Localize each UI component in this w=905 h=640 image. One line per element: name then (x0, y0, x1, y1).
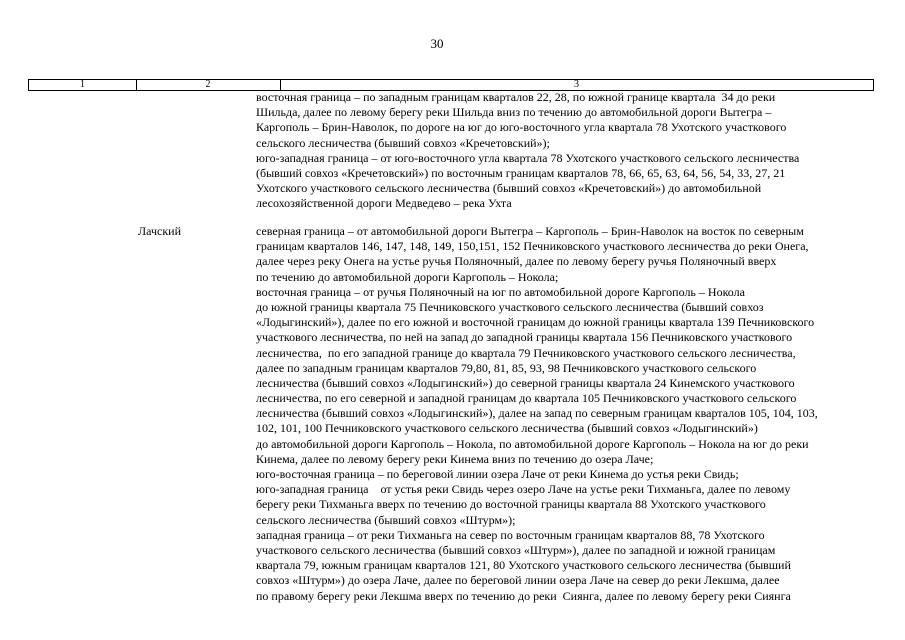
text-line: юго-западная граница – от юго-восточного угла квартала 78 Ухотского участкового сельского лесничества (256, 150, 800, 165)
page-number: 30 (430, 36, 444, 51)
text-line: по течению до автомобильной дороги Каргополь – Нокола; (256, 269, 559, 284)
text-line: Каргополь – Брин-Наволок, по дороге на юг до юго-восточного угла квартала 78 Ухотского участкового (256, 120, 787, 135)
text-line: до южной границы квартала 75 Печниковского участкового сельского лесничества (бывший совхоз (256, 299, 764, 314)
text-line: лесничества, по его западной границе до квартала 79 Печниковского участкового сельского лесничества, (256, 345, 796, 360)
header-cell-1: 1 (29, 80, 137, 90)
text-line: по правому берегу реки Лекшма вверх по течению до реки Сиянга, далее по левому берегу реки Сиянга (256, 588, 791, 603)
text-line: 102, 101, 100 Печниковского участкового сельского лесничества (бывший совхоз «Лодыгинский») (256, 421, 758, 436)
text-line: сельского лесничества (бывший совхоз «Кречетовский»); (256, 135, 550, 150)
text-line: восточная граница – по западным границам кварталов 22, 28, по южной границе квартала 34 до реки (256, 90, 776, 104)
text-line: берегу реки Тихманьга вверх по течению до восточной границы квартала 88 Ухотского участкового (256, 497, 766, 512)
text-line: юго-западная граница от устья реки Свидь через озеро Лаче на устье реки Тихманьга, далее по левому (256, 482, 791, 497)
text-line: лесничества, по его северной и западной границам до квартала 105 Печниковского участкового сельского (256, 391, 797, 406)
text-line: далее по западным границам кварталов 79,80, 81, 85, 93, 98 Печниковского участкового сельского (256, 360, 757, 375)
text-line: лесничества (бывший совхоз «Лодыгинский»), далее на запад по северным границам кварталов 105, 104, 103, (256, 406, 818, 421)
text-line: сельского лесничества (бывший совхоз «Штурм»); (256, 512, 516, 527)
text-line: границам кварталов 146, 147, 148, 149, 150,151, 152 Печниковского участкового лесничества до реки Онега, (256, 239, 809, 254)
boundary-description (256, 224, 874, 604)
text-line: юго-восточная граница – по береговой линии озера Лаче от реки Кинема до устья реки Свидь; (256, 467, 739, 481)
text-line: участкового сельского лесничества (бывший совхоз «Штурм»), далее по западной и южной границам (256, 542, 776, 557)
text-line: лесничества (бывший совхоз «Лодыгинский») до северной границы квартала 24 Кинемского участкового (256, 375, 795, 390)
text-line: «Лодыгинский»), далее по его южной и восточной границам до южной границы квартала 139 Печниковского (256, 315, 815, 330)
text-line: (бывший совхоз «Кречетовский») по восточным границам кварталов 78, 66, 65, 63, 64, 56, 54, 33, 27, 21 (256, 165, 786, 180)
text-line: далее через реку Онега на устье ручья Поляночный, далее по левому берегу ручья Поляночный вверх (256, 254, 777, 269)
text-line: до автомобильной дороги Каргополь – Нокола, по автомобильной дороге Каргополь – Нокола на юг до реки (256, 436, 809, 451)
text-line: Ухотского участкового сельского лесничества (бывший совхоз «Кречетовский») до автомобильной (256, 181, 762, 196)
text-line: совхоз «Штурм») до озера Лаче, далее по береговой линии озера Лаче на север до реки Лекшма, далее (256, 573, 780, 588)
text-line: лесохозяйственной дороги Медведево – река Ухта (256, 196, 512, 211)
text-line: участкового лесничества, по ней на запад до западной границы квартала 156 Печниковского участкового (256, 330, 793, 345)
forestry-name: Лачский (138, 224, 182, 238)
text-line: Шильда, далее по левому берегу реки Шильда вниз по течению до автомобильной дороги Вытегра – (256, 105, 772, 120)
text-line: квартала 79, южным границам кварталов 121, 80 Ухотского участкового сельского лесничества (бывший (256, 558, 791, 573)
header-cell-2: 2 (136, 80, 281, 90)
text-line: Кинема, далее по левому берегу реки Кинема вниз по течению до озера Лаче; (256, 451, 654, 466)
text-line: западная граница – от реки Тихманьга на север по восточным границам кварталов 88, 78 Ухотского (256, 527, 765, 542)
header-cell-3: 3 (574, 79, 579, 90)
text-line: восточная граница – от ручья Поляночный на юг по автомобильной дороге Каргополь – Нокола (256, 284, 745, 299)
boundary-description (256, 90, 874, 212)
text-line: северная граница – от автомобильной дороги Вытегра – Каргополь – Брин-Наволок на восток по северным (256, 224, 804, 238)
